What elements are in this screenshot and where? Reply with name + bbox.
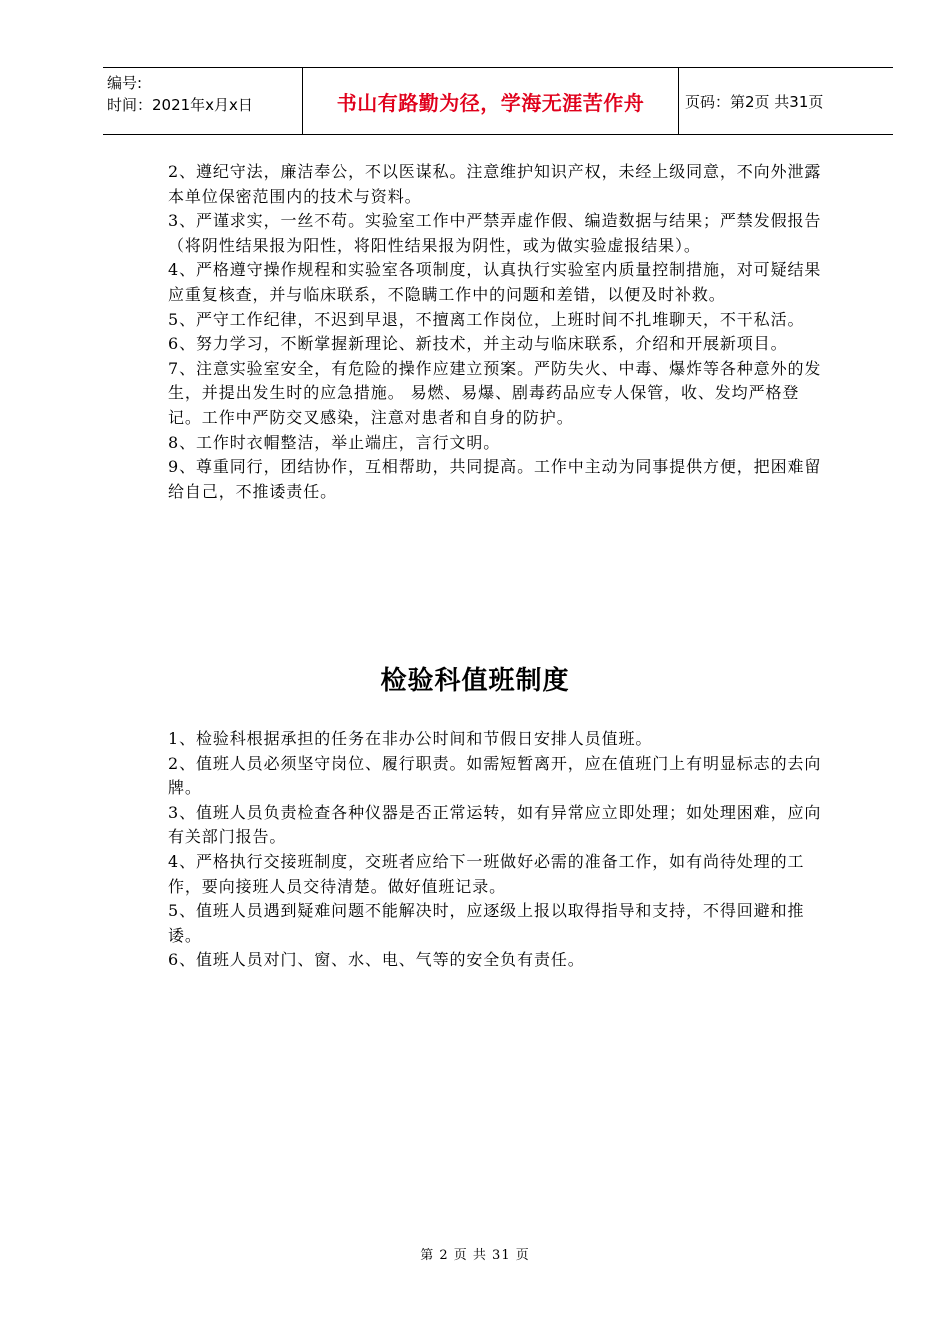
list-item: 2、值班人员必须坚守岗位、履行职责。如需短暂离开，应在值班门上有明显标志的去向牌。 — [168, 753, 822, 798]
list-item: 6、值班人员对门、窗、水、电、气等的安全负有责任。 — [168, 950, 585, 970]
section-title: 检验科值班制度 — [380, 666, 570, 696]
code-of-conduct-section — [168, 160, 832, 504]
header-meta-cell — [103, 68, 303, 134]
list-item: 1、检验科根据承担的任务在非办公时间和节假日安排人员值班。 — [168, 729, 653, 748]
header-motto-cell — [303, 68, 679, 134]
motto-text: 书山有路勤为径，学海无涯苦作舟 — [336, 90, 645, 115]
list-item: 7、注意实验室安全，有危险的操作应建立预案。严防失火、中毒、爆炸等各种意外的发生，并提出发生时的应急措施。 易燃、易爆、剧毒药品应专人保管，收、发均严格登记。工作中严防交叉感染，注意对患者和自身的防护。 — [168, 358, 822, 427]
document-header — [103, 67, 893, 135]
list-item: 5、值班人员遇到疑难问题不能解决时，应逐级上报以取得指导和支持，不得回避和推诿。 — [168, 901, 805, 945]
list-item: 3、值班人员负责检查各种仪器是否正常运转，如有异常应立即处理；如处理困难，应向有关部门报告。 — [168, 802, 822, 847]
time-label: 时间：2021年x月x日 — [107, 96, 253, 114]
header-page-cell — [679, 68, 893, 134]
list-item: 6、努力学习，不断掌握新理论、新技术，并主动与临床联系，介绍和开展新项目。 — [168, 334, 788, 354]
page-label: 页码：第2页 共31页 — [685, 92, 824, 111]
number-label: 编号: — [107, 74, 143, 92]
list-item: 8、工作时衣帽整洁，举止端庄，言行文明。 — [168, 432, 501, 452]
list-item: 4、严格执行交接班制度，交班者应给下一班做好必需的准备工作，如有尚待处理的工作，要向接班人员交待清楚。做好值班记录。 — [168, 851, 805, 896]
list-item: 9、尊重同行，团结协作，互相帮助，共同提高。工作中主动为同事提供方便，把困难留给自己，不推诿责任。 — [168, 457, 822, 501]
list-item: 2、遵纪守法，廉洁奉公，不以医谋私。注意维护知识产权，未经上级同意，不向外泄露本单位保密范围内的技术与资料。 — [168, 162, 822, 206]
page-footer: 第 2 页 共 31 页 — [420, 1248, 530, 1263]
duty-system-section — [168, 727, 832, 973]
list-item: 3、严谨求实，一丝不苟。实验室工作中严禁弄虚作假、编造数据与结果；严禁发假报告（将阴性结果报为阳性，将阳性结果报为阴性，或为做实验虚报结果）。 — [168, 211, 822, 255]
list-item: 4、严格遵守操作规程和实验室各项制度，认真执行实验室内质量控制措施，对可疑结果应重复核查，并与临床联系，不隐瞒工作中的问题和差错，以便及时补救。 — [168, 260, 822, 304]
list-item: 5、严守工作纪律，不迟到早退，不擅离工作岗位，上班时间不扎堆聊天，不干私活。 — [168, 309, 805, 329]
